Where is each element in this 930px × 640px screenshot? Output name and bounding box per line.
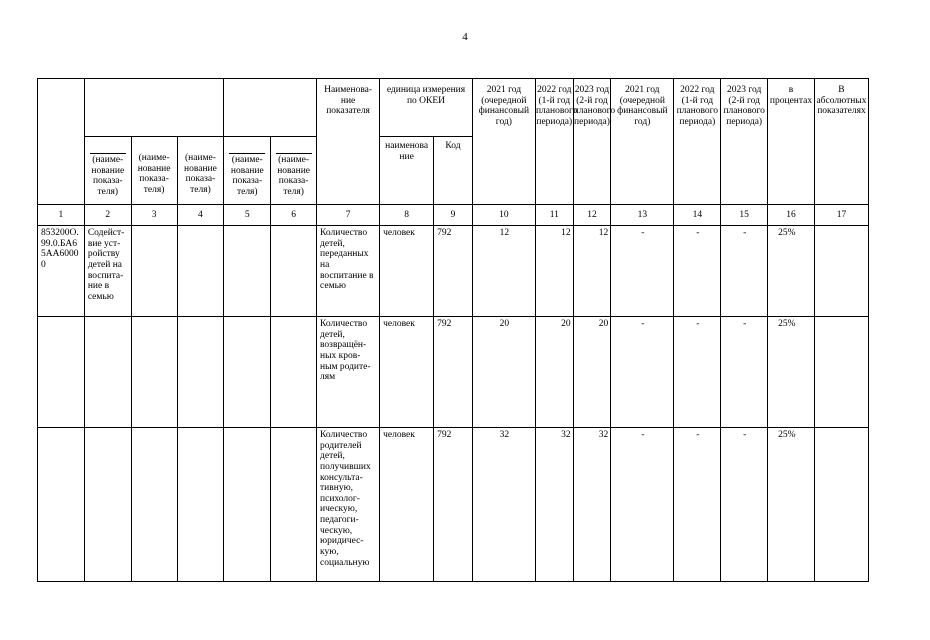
row-empty-5 <box>224 317 271 428</box>
header-plan-2023: 2023 год (2-й год планового периода) <box>573 79 611 205</box>
column-number-row <box>38 205 869 226</box>
row-fee-2021: - <box>611 428 674 582</box>
row-value-2023: 20 <box>573 317 611 428</box>
col-num-10: 10 <box>472 205 535 226</box>
row-absolute <box>814 428 868 582</box>
row-empty-6 <box>271 428 317 582</box>
col-num-7: 7 <box>317 205 380 226</box>
header-deviation-percent: в процентах <box>768 79 815 205</box>
col-num-4: 4 <box>177 205 224 226</box>
row-value-2023: 32 <box>573 428 611 582</box>
row-value-2022: 12 <box>535 226 573 317</box>
row-empty-6 <box>271 317 317 428</box>
header-indicator-name: Наименова- ние показателя <box>317 79 380 205</box>
row-fee-2021: - <box>611 226 674 317</box>
row-fee-2022: - <box>674 428 721 582</box>
row-fee-2023: - <box>721 428 768 582</box>
row-value-2022: 20 <box>535 317 573 428</box>
header-blank-group-b <box>224 79 317 137</box>
header-unit-code: Код <box>434 137 473 205</box>
row-value-2021: 20 <box>472 317 535 428</box>
col-num-2: 2 <box>84 205 131 226</box>
row-empty-3 <box>131 428 177 582</box>
col-num-1: 1 <box>38 205 85 226</box>
col-num-12: 12 <box>573 205 611 226</box>
header-deviation-absolute: В абсолютных показателях <box>814 79 868 205</box>
row-service <box>84 317 131 428</box>
table-row <box>38 428 869 582</box>
row-code: 853200О. 99.0.БА6 5АА6000 0 <box>38 226 85 317</box>
row-fee-2023: - <box>721 226 768 317</box>
col-num-15: 15 <box>721 205 768 226</box>
row-fee-2021: - <box>611 317 674 428</box>
header-sub-6: (наиме- нование показа- теля) <box>271 137 317 205</box>
row-percent: 25% <box>768 317 815 428</box>
col-num-14: 14 <box>674 205 721 226</box>
table-row <box>38 317 869 428</box>
header-sub-4: (наиме- нование показа- теля) <box>177 137 224 205</box>
col-num-9: 9 <box>434 205 473 226</box>
row-unit: человек <box>380 428 434 582</box>
row-indicator: Количество детей, возвращён- ных кров- ным родите- лям <box>317 317 380 428</box>
row-empty-3 <box>131 226 177 317</box>
header-unit-group: единица измерения по ОКЕИ <box>380 79 473 137</box>
header-blank-1 <box>38 79 85 205</box>
col-num-8: 8 <box>380 205 434 226</box>
col-num-11: 11 <box>535 205 573 226</box>
header-fee-2021: 2021 год (очередной финансовый год) <box>611 79 674 205</box>
service-volume-table <box>37 78 869 582</box>
row-value-2022: 32 <box>535 428 573 582</box>
header-fee-2023: 2023 год (2-й год планового периода) <box>721 79 768 205</box>
page-number: 4 <box>462 31 468 43</box>
row-value-2021: 32 <box>472 428 535 582</box>
row-okei: 792 <box>434 226 473 317</box>
col-num-5: 5 <box>224 205 271 226</box>
header-row-1 <box>38 79 869 137</box>
row-empty-5 <box>224 226 271 317</box>
row-indicator: Количество детей, переданных на воспитание в семью <box>317 226 380 317</box>
row-value-2023: 12 <box>573 226 611 317</box>
row-empty-4 <box>177 226 224 317</box>
row-service: Содейст- вие уст- ройству детей на воспита- ние в семью <box>84 226 131 317</box>
row-fee-2022: - <box>674 226 721 317</box>
col-num-13: 13 <box>611 205 674 226</box>
col-num-16: 16 <box>768 205 815 226</box>
row-unit: человек <box>380 226 434 317</box>
row-percent: 25% <box>768 226 815 317</box>
header-unit-name: наименова ние <box>380 137 434 205</box>
row-okei: 792 <box>434 428 473 582</box>
row-code <box>38 317 85 428</box>
row-empty-4 <box>177 428 224 582</box>
col-num-6: 6 <box>271 205 317 226</box>
header-sub-2: (наиме- нование показа- теля) <box>84 137 131 205</box>
table-row <box>38 226 869 317</box>
row-service <box>84 428 131 582</box>
col-num-17: 17 <box>814 205 868 226</box>
row-unit: человек <box>380 317 434 428</box>
row-okei: 792 <box>434 317 473 428</box>
header-plan-2022: 2022 год (1-й год планового периода) <box>535 79 573 205</box>
header-fee-2022: 2022 год (1-й год планового периода) <box>674 79 721 205</box>
header-sub-5: (наиме- нование показа- теля) <box>224 137 271 205</box>
row-fee-2022: - <box>674 317 721 428</box>
row-empty-5 <box>224 428 271 582</box>
row-absolute <box>814 317 868 428</box>
row-absolute <box>814 226 868 317</box>
header-sub-3: (наиме- нование показа- теля) <box>131 137 177 205</box>
header-blank-group-a <box>84 79 224 137</box>
row-empty-4 <box>177 317 224 428</box>
row-empty-6 <box>271 226 317 317</box>
header-plan-2021: 2021 год (очередной финансовый год) <box>472 79 535 205</box>
row-indicator: Количество родителей детей, получивших консульта- тивную, психолог- ическую, педагоги- ческую, юридичес- кую, социальную <box>317 428 380 582</box>
row-percent: 25% <box>768 428 815 582</box>
row-fee-2023: - <box>721 317 768 428</box>
col-num-3: 3 <box>131 205 177 226</box>
row-empty-3 <box>131 317 177 428</box>
row-code <box>38 428 85 582</box>
row-value-2021: 12 <box>472 226 535 317</box>
